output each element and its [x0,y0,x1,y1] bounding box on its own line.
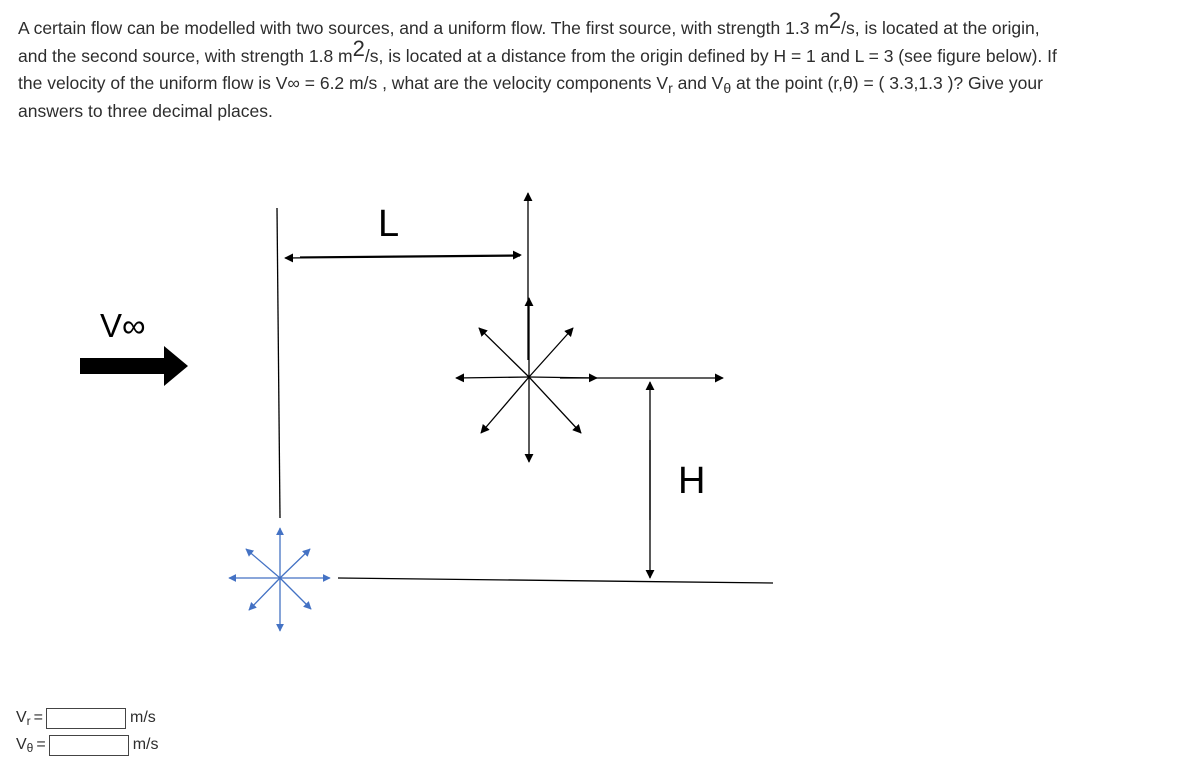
vtheta-input[interactable] [49,735,129,756]
question-line-4: answers to three decimal places. [18,100,273,121]
vr-unit: m/s [130,709,156,726]
question-line-1: A certain flow can be modelled with two sources, and a uniform flow. The first source, with strength 1.3 $m^2/s$, is located at the origin, [18,8,1040,38]
vr-input[interactable] [46,708,126,729]
baseline-line [338,578,773,583]
answer-vr-row [16,706,156,730]
vtheta-label: $V_\theta$ [16,736,34,755]
uniform-flow-arrow-icon [80,346,188,386]
first-source-icon [229,528,330,631]
answer-vtheta-row [16,733,158,757]
second-source-icon [456,298,597,462]
label-H: H [678,460,706,502]
label-L: L [378,203,400,245]
label-Vinf: V∞ [100,307,146,344]
vr-label: $V_r$ [16,709,31,728]
origin-vertical-line [277,208,280,518]
vr-equals: = [33,709,44,726]
vtheta-equals: = [36,736,46,753]
vtheta-unit: m/s [132,736,159,753]
question-line-3: the velocity of the uniform flow is V∞ = 6.2 m/s , what are the velocity components $V_r$ and $V_\theta$ at the point (r,θ) = ( 3.3,1.3 )? Give your [18,73,1043,96]
question-line-2: and the second source, with strength 1.8 $m^2/s$, is located at a distance from the origin defined by H = 1 and L = 3 (see figure below). If [18,35,1057,66]
